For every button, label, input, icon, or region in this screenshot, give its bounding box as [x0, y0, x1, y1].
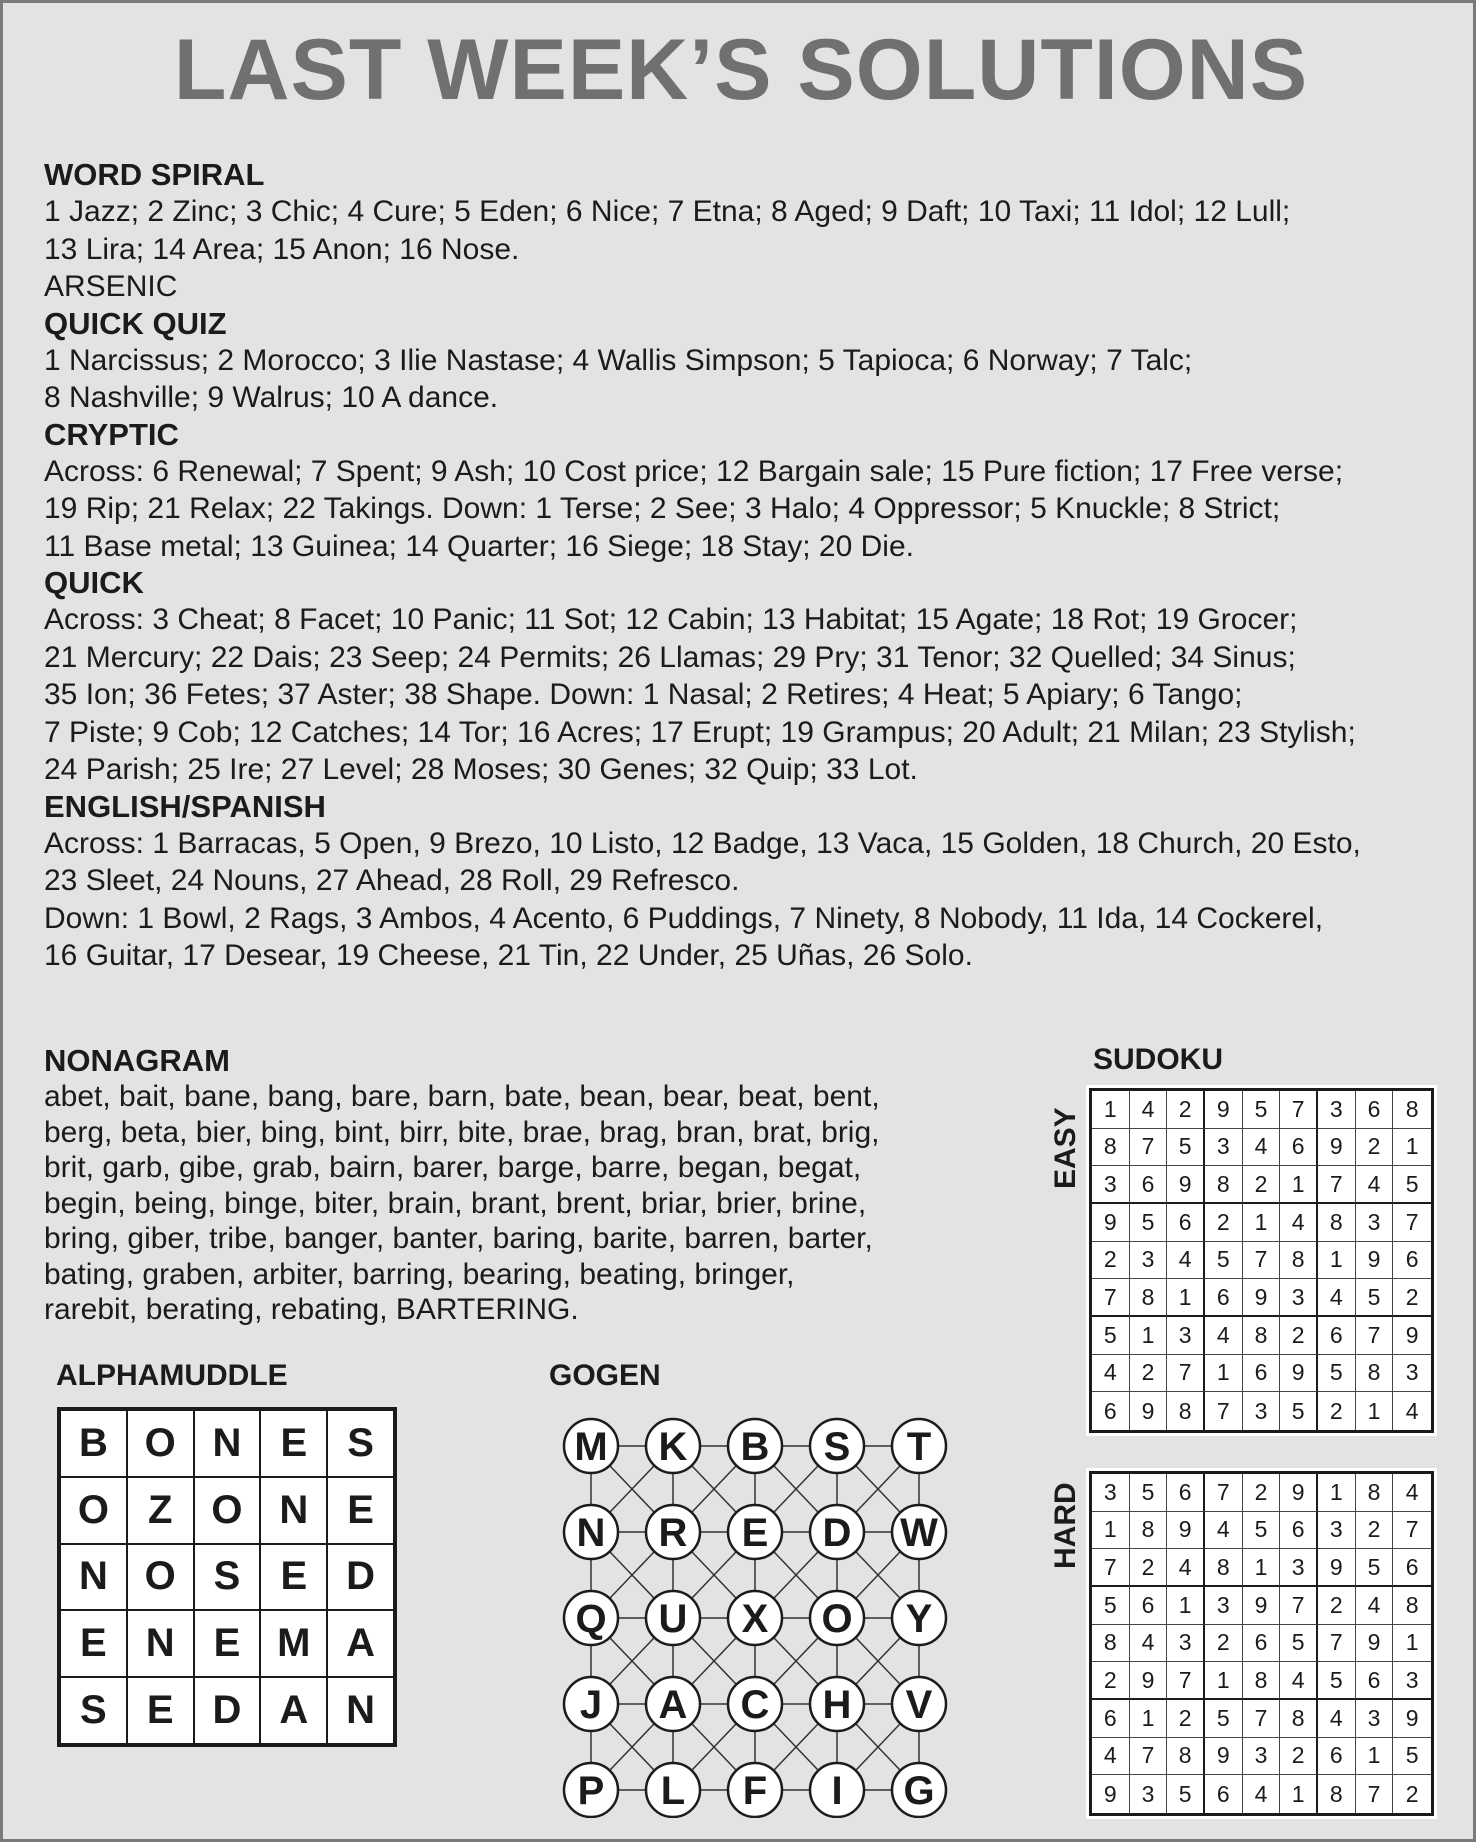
- alphamuddle-cell: A: [327, 1610, 394, 1677]
- alphamuddle-cell: D: [194, 1677, 261, 1744]
- sudoku-easy-cell: 3: [1318, 1091, 1356, 1129]
- sudoku-hard-cell: 6: [1205, 1775, 1243, 1813]
- nonagram-line: rarebit, berating, rebating, BARTERING.: [44, 1293, 579, 1326]
- sudoku-easy-cell: 5: [1356, 1279, 1394, 1317]
- sudoku-easy-cell: 6: [1280, 1129, 1318, 1167]
- section-heading: CRYPTIC: [44, 416, 179, 452]
- alphamuddle-cell: E: [127, 1677, 194, 1744]
- sudoku-hard-cell: 2: [1205, 1625, 1243, 1663]
- sudoku-hard-cell: 1: [1393, 1625, 1431, 1663]
- sudoku-hard-cell: 5: [1356, 1549, 1394, 1587]
- sudoku-hard-cell: 9: [1205, 1738, 1243, 1776]
- nonagram-line: bating, graben, arbiter, barring, bearing, beating, bringer,: [44, 1257, 795, 1291]
- section-line: 11 Base metal; 13 Guinea; 14 Quarter; 16 Siege; 18 Stay; 20 Die.: [44, 529, 914, 563]
- sudoku-hard-cell: 5: [1243, 1512, 1281, 1550]
- sudoku-easy-cell: 8: [1393, 1091, 1431, 1129]
- sudoku-easy-cell: 5: [1318, 1355, 1356, 1393]
- gogen-letter: L: [660, 1769, 686, 1813]
- gogen-letter: B: [740, 1425, 770, 1469]
- alphamuddle-cell: N: [260, 1477, 327, 1544]
- sudoku-easy-cell: 2: [1130, 1355, 1168, 1393]
- section-heading: ENGLISH/SPANISH: [44, 788, 326, 824]
- sudoku-hard-cell: 7: [1130, 1738, 1168, 1776]
- gogen-letter: W: [900, 1511, 938, 1555]
- sudoku-hard-cell: 1: [1280, 1775, 1318, 1813]
- sudoku-easy-cell: 2: [1243, 1166, 1281, 1204]
- sudoku-easy-cell: 7: [1167, 1355, 1205, 1393]
- sudoku-hard-cell: 7: [1318, 1625, 1356, 1663]
- sudoku-hard-cell: 5: [1393, 1738, 1431, 1776]
- sudoku-easy-cell: 1: [1167, 1279, 1205, 1317]
- gogen-letter: Y: [905, 1597, 933, 1641]
- sudoku-easy-cell: 9: [1092, 1204, 1130, 1242]
- sudoku-easy-cell: 8: [1130, 1279, 1168, 1317]
- sudoku-easy-cell: 2: [1205, 1204, 1243, 1242]
- sudoku-hard-cell: 5: [1167, 1775, 1205, 1813]
- sudoku-hard-cell: 6: [1243, 1625, 1281, 1663]
- sudoku-hard-cell: 6: [1318, 1738, 1356, 1776]
- sudoku-easy-cell: 2: [1393, 1279, 1431, 1317]
- alphamuddle-cell: N: [194, 1410, 261, 1477]
- gogen-letter: K: [658, 1425, 688, 1469]
- gogen-grid: [553, 1408, 953, 1818]
- sudoku-hard-cell: 1: [1318, 1474, 1356, 1512]
- sudoku-easy-cell: 4: [1205, 1317, 1243, 1355]
- sudoku-easy-cell: 9: [1167, 1166, 1205, 1204]
- gogen-letter: V: [905, 1683, 933, 1727]
- sudoku-easy-cell: 3: [1205, 1129, 1243, 1167]
- sudoku-easy-cell: 9: [1393, 1317, 1431, 1355]
- sudoku-easy-cell: 6: [1167, 1204, 1205, 1242]
- alphamuddle-cell: S: [194, 1544, 261, 1611]
- sudoku-easy-cell: 4: [1356, 1166, 1394, 1204]
- sudoku-easy-cell: 9: [1205, 1091, 1243, 1129]
- alphamuddle-cell: D: [327, 1544, 394, 1611]
- sudoku-easy-cell: 5: [1393, 1166, 1431, 1204]
- sudoku-hard-cell: 3: [1356, 1700, 1394, 1738]
- alphamuddle-cell: E: [194, 1610, 261, 1677]
- sudoku-hard-cell: 4: [1280, 1662, 1318, 1700]
- sudoku-easy-cell: 5: [1205, 1242, 1243, 1280]
- sudoku-hard-cell: 9: [1393, 1700, 1431, 1738]
- sudoku-easy-grid: [1089, 1088, 1434, 1433]
- sudoku-hard-cell: 2: [1356, 1512, 1394, 1550]
- sudoku-hard-cell: 8: [1205, 1549, 1243, 1587]
- alphamuddle-cell: E: [260, 1544, 327, 1611]
- section-line: 7 Piste; 9 Cob; 12 Catches; 14 Tor; 16 Acres; 17 Erupt; 19 Grampus; 20 Adult; 21 Milan; 23 Stylish;: [44, 715, 1356, 749]
- alphamuddle-cell: S: [60, 1677, 127, 1744]
- sudoku-hard-cell: 7: [1356, 1775, 1394, 1813]
- sudoku-hard-cell: 4: [1167, 1549, 1205, 1587]
- sudoku-hard-cell: 5: [1092, 1587, 1130, 1625]
- sudoku-hard-cell: 6: [1092, 1700, 1130, 1738]
- sudoku-hard-cell: 7: [1393, 1512, 1431, 1550]
- sudoku-easy-cell: 3: [1280, 1279, 1318, 1317]
- sudoku-hard-cell: 6: [1130, 1587, 1168, 1625]
- sudoku-hard-cell: 3: [1205, 1587, 1243, 1625]
- sudoku-hard-cell: 6: [1167, 1474, 1205, 1512]
- sudoku-easy-cell: 7: [1205, 1392, 1243, 1430]
- sudoku-easy-cell: 3: [1243, 1392, 1281, 1430]
- gogen-letter: U: [658, 1597, 688, 1641]
- gogen-letter: J: [579, 1683, 603, 1727]
- alphamuddle-cell: E: [60, 1610, 127, 1677]
- sudoku-hard-cell: 9: [1318, 1549, 1356, 1587]
- sudoku-easy-cell: 5: [1130, 1204, 1168, 1242]
- alphamuddle-cell: B: [60, 1410, 127, 1477]
- gogen-letter: X: [741, 1597, 769, 1641]
- sudoku-easy-cell: 5: [1243, 1091, 1281, 1129]
- sudoku-hard-cell: 8: [1167, 1738, 1205, 1776]
- gogen-letter: D: [822, 1511, 852, 1555]
- sudoku-hard-cell: 2: [1280, 1738, 1318, 1776]
- sudoku-easy-cell: 7: [1393, 1204, 1431, 1242]
- sudoku-hard-cell: 5: [1280, 1625, 1318, 1663]
- sudoku-easy-cell: 1: [1205, 1355, 1243, 1393]
- sudoku-hard-cell: 2: [1405, 1780, 1419, 1807]
- sudoku-easy-cell: 1: [1280, 1166, 1318, 1204]
- sudoku-hard-cell: 8: [1356, 1474, 1394, 1512]
- gogen-letter: P: [577, 1769, 605, 1813]
- sudoku-hard-cell: 2: [1092, 1662, 1130, 1700]
- sudoku-easy-cell: 3: [1092, 1166, 1130, 1204]
- sudoku-easy-cell: 7: [1356, 1317, 1394, 1355]
- gogen-letter: H: [822, 1683, 852, 1727]
- sudoku-easy-cell: 8: [1318, 1204, 1356, 1242]
- sudoku-easy-cell: 8: [1092, 1129, 1130, 1167]
- sudoku-hard-cell: 6: [1356, 1662, 1394, 1700]
- sudoku-hard-cell: 4: [1130, 1625, 1168, 1663]
- sudoku-easy-cell: 2: [1092, 1242, 1130, 1280]
- sudoku-easy-cell: 7: [1130, 1129, 1168, 1167]
- alphamuddle-cell: E: [327, 1477, 394, 1544]
- gogen-letter: C: [740, 1683, 770, 1727]
- alphamuddle-cell: O: [194, 1477, 261, 1544]
- sudoku-hard-grid: [1089, 1471, 1434, 1816]
- sudoku-hard-cell: 9: [1167, 1512, 1205, 1550]
- sudoku-easy-cell: 1: [1318, 1242, 1356, 1280]
- nonagram-answers: [44, 1079, 974, 1328]
- alphamuddle-cell: Z: [127, 1477, 194, 1544]
- gogen-letter: T: [906, 1425, 932, 1469]
- sudoku-hard-cell: 8: [1393, 1587, 1431, 1625]
- sudoku-easy-cell: 1: [1243, 1204, 1281, 1242]
- sudoku-easy-cell: 1: [1393, 1129, 1431, 1167]
- sudoku-easy-cell: 9: [1280, 1355, 1318, 1393]
- gogen-letter: O: [821, 1597, 853, 1641]
- sudoku-easy-cell: 5: [1280, 1392, 1318, 1430]
- sudoku-easy-cell: 6: [1393, 1242, 1431, 1280]
- sudoku-easy-cell: 2: [1318, 1392, 1356, 1430]
- alphamuddle-cell: O: [127, 1544, 194, 1611]
- nonagram-line: berg, beta, bier, bing, bint, birr, bite, brae, brag, bran, brat, brig,: [44, 1115, 880, 1149]
- section-line: Across: 6 Renewal; 7 Spent; 9 Ash; 10 Cost price; 12 Bargain sale; 15 Pure fiction; 17 Free verse;: [44, 454, 1344, 488]
- gogen-letter: M: [574, 1425, 608, 1469]
- nonagram-line: abet, bait, bane, bang, bare, barn, bate, bean, bear, beat, bent,: [44, 1080, 880, 1113]
- section-heading: WORD SPIRAL: [44, 157, 265, 192]
- sudoku-hard-cell: 5: [1318, 1662, 1356, 1700]
- sudoku-hard-cell: 1: [1092, 1512, 1130, 1550]
- sudoku-hard-cell: 4: [1092, 1738, 1130, 1776]
- gogen-letter: E: [741, 1511, 769, 1555]
- nonagram-section: [44, 1043, 974, 1328]
- sudoku-hard-cell: 9: [1356, 1625, 1394, 1663]
- section-line: 21 Mercury; 22 Dais; 23 Seep; 24 Permits; 26 Llamas; 29 Pry; 31 Tenor; 32 Quelled; 34 Sinus;: [44, 640, 1296, 674]
- sudoku-hard-cell: 9: [1243, 1587, 1281, 1625]
- alphamuddle-cell: A: [260, 1677, 327, 1744]
- sudoku-hard-cell: 8: [1130, 1512, 1168, 1550]
- sudoku-easy-cell: 5: [1092, 1317, 1130, 1355]
- nonagram-line: bring, giber, tribe, banger, banter, baring, barite, barren, barter,: [44, 1222, 873, 1255]
- sudoku-hard-cell: 1: [1356, 1738, 1394, 1776]
- sudoku-hard-cell: 8: [1318, 1775, 1356, 1813]
- section-line: 1 Narcissus; 2 Morocco; 3 Ilie Nastase; 4 Wallis Simpson; 5 Tapioca; 6 Norway; 7 Talc;: [44, 343, 1193, 377]
- alphamuddle-cell: N: [60, 1544, 127, 1611]
- sudoku-hard-cell: 5: [1205, 1700, 1243, 1738]
- section-heading: QUICK: [44, 565, 144, 600]
- gogen-letter: G: [903, 1769, 935, 1813]
- sudoku-easy-cell: 9: [1130, 1392, 1168, 1430]
- sudoku-easy-cell: 6: [1356, 1091, 1394, 1129]
- sudoku-easy-cell: 2: [1167, 1091, 1205, 1129]
- sudoku-hard-cell: 4: [1205, 1512, 1243, 1550]
- sudoku-hard-cell: 1: [1167, 1587, 1205, 1625]
- sudoku-easy-cell: 6: [1092, 1392, 1130, 1430]
- alphamuddle-cell: S: [327, 1410, 394, 1477]
- alphamuddle-cell: O: [60, 1477, 127, 1544]
- sudoku-easy-cell: 9: [1243, 1279, 1281, 1317]
- sudoku-hard-cell: 4: [1243, 1775, 1281, 1813]
- gogen-letter: N: [576, 1511, 606, 1555]
- section-line: 13 Lira; 14 Area; 15 Anon; 16 Nose.: [44, 232, 520, 266]
- sudoku-hard-cell: 6: [1280, 1512, 1318, 1550]
- sudoku-easy-cell: 5: [1167, 1129, 1205, 1167]
- sudoku-easy-cell: 7: [1280, 1091, 1318, 1129]
- sudoku-hard-cell: 9: [1092, 1775, 1130, 1813]
- sudoku-hard-cell: 2: [1130, 1549, 1168, 1587]
- sudoku-heading: SUDOKU: [1093, 1043, 1224, 1076]
- sudoku-easy-cell: 7: [1092, 1279, 1130, 1317]
- alphamuddle-grid: [57, 1407, 397, 1747]
- sudoku-easy-cell: 2: [1280, 1317, 1318, 1355]
- section-line: 35 Ion; 36 Fetes; 37 Aster; 38 Shape. Down: 1 Nasal; 2 Retires; 4 Heat; 5 Apiary; 6 Tango;: [44, 678, 1243, 711]
- sudoku-hard-cell: 3: [1167, 1625, 1205, 1663]
- sudoku-easy-cell: 3: [1393, 1355, 1431, 1393]
- sudoku-hard-cell: 9: [1130, 1662, 1168, 1700]
- section-heading: QUICK QUIZ: [44, 305, 227, 341]
- sudoku-hard-cell: 2: [1243, 1474, 1281, 1512]
- sudoku-easy-cell: 6: [1205, 1279, 1243, 1317]
- section-line: 23 Sleet, 24 Nouns, 27 Ahead, 28 Roll, 29 Refresco.: [44, 864, 740, 897]
- sudoku-hard-cell: 2: [1167, 1700, 1205, 1738]
- sudoku-hard-cell: 7: [1280, 1587, 1318, 1625]
- section-line: Across: 1 Barracas, 5 Open, 9 Brezo, 10 Listo, 12 Badge, 13 Vaca, 15 Golden, 18 Church, 20 Esto,: [44, 826, 1361, 860]
- sudoku-hard-cell: 5: [1130, 1474, 1168, 1512]
- sudoku-easy-cell: 7: [1318, 1166, 1356, 1204]
- sudoku-easy-cell: 7: [1243, 1242, 1281, 1280]
- sudoku-hard-cell: 3: [1280, 1549, 1318, 1587]
- sudoku-easy-cell: 4: [1280, 1204, 1318, 1242]
- sudoku-hard-cell: 6: [1393, 1549, 1431, 1587]
- gogen-letter: I: [831, 1769, 843, 1813]
- sudoku-easy-cell: 8: [1243, 1317, 1281, 1355]
- nonagram-line: brit, garb, gibe, grab, bairn, barer, barge, barre, began, begat,: [44, 1151, 862, 1184]
- sudoku-hard-cell: 3: [1318, 1512, 1356, 1550]
- nonagram-heading: NONAGRAM: [44, 1043, 230, 1078]
- sudoku-easy-cell: 9: [1318, 1129, 1356, 1167]
- sudoku-easy-cell: 3: [1167, 1317, 1205, 1355]
- sudoku-hard-cell: 7: [1243, 1700, 1281, 1738]
- alphamuddle-heading: ALPHAMUDDLE: [56, 1359, 288, 1392]
- alphamuddle-cell: E: [260, 1410, 327, 1477]
- sudoku-hard-cell: 3: [1243, 1738, 1281, 1776]
- section-line: Across: 3 Cheat; 8 Facet; 10 Panic; 11 Sot; 12 Cabin; 13 Habitat; 15 Agate; 18 Rot; 19 Grocer;: [44, 603, 1298, 636]
- sudoku-easy-cell: 1: [1130, 1317, 1168, 1355]
- section-line: 8 Nashville; 9 Walrus; 10 A dance.: [44, 381, 499, 414]
- alphamuddle-cell: N: [127, 1610, 194, 1677]
- sudoku-hard-cell: 7: [1205, 1474, 1243, 1512]
- sudoku-easy-cell: 3: [1130, 1242, 1168, 1280]
- section-line: 19 Rip; 21 Relax; 22 Takings. Down: 1 Terse; 2 See; 3 Halo; 4 Oppressor; 5 Knuckle; 8 Strict;: [44, 492, 1281, 525]
- gogen-letter: R: [658, 1511, 688, 1555]
- section-line: 1 Jazz; 2 Zinc; 3 Chic; 4 Cure; 5 Eden; 6 Nice; 7 Etna; 8 Aged; 9 Daft; 10 Taxi; 11 Idol; 12 Lull;: [44, 195, 1291, 228]
- sudoku-hard-cell: 1: [1205, 1662, 1243, 1700]
- sudoku-easy-cell: 8: [1356, 1355, 1394, 1393]
- gogen-letter: F: [742, 1769, 768, 1813]
- sudoku-hard-cell: 9: [1280, 1474, 1318, 1512]
- sudoku-hard-cell: 3: [1092, 1474, 1130, 1512]
- sudoku-easy-cell: 4: [1167, 1242, 1205, 1280]
- sudoku-hard-cell: 8: [1092, 1625, 1130, 1663]
- gogen-heading: GOGEN: [549, 1359, 661, 1392]
- gogen-letter: S: [823, 1425, 851, 1469]
- sudoku-easy-cell: 6: [1318, 1317, 1356, 1355]
- sudoku-easy-cell: 1: [1356, 1392, 1394, 1430]
- alphamuddle-cell: M: [260, 1610, 327, 1677]
- nonagram-line: begin, being, binge, biter, brain, brant, brent, briar, brier, brine,: [44, 1186, 867, 1220]
- sudoku-hard-cell: 1: [1130, 1700, 1168, 1738]
- section-line: 16 Guitar, 17 Desear, 19 Cheese, 21 Tin, 22 Under, 25 Uñas, 26 Solo.: [44, 939, 973, 972]
- sudoku-easy-cell: 4: [1092, 1355, 1130, 1393]
- sudoku-easy-cell: 9: [1356, 1242, 1394, 1280]
- sudoku-hard-cell: 7: [1092, 1549, 1130, 1587]
- gogen-letter: A: [658, 1683, 688, 1727]
- sudoku-easy-cell: 8: [1280, 1242, 1318, 1280]
- sudoku-easy-cell: 8: [1167, 1392, 1205, 1430]
- sudoku-hard-cell: 8: [1243, 1662, 1281, 1700]
- gogen-letter: Q: [575, 1597, 607, 1641]
- alphamuddle-cell: N: [327, 1677, 394, 1744]
- sudoku-easy-cell: 6: [1130, 1166, 1168, 1204]
- sudoku-easy-cell: 8: [1205, 1166, 1243, 1204]
- sudoku-hard-cell: 3: [1130, 1775, 1168, 1813]
- section-line: Down: 1 Bowl, 2 Rags, 3 Ambos, 4 Acento, 6 Puddings, 7 Ninety, 8 Nobody, 11 Ida, 14 Cockerel,: [44, 901, 1324, 935]
- sudoku-easy-cell: 2: [1356, 1129, 1394, 1167]
- sudoku-easy-cell: 4: [1405, 1397, 1419, 1424]
- sudoku-easy-cell: 4: [1130, 1091, 1168, 1129]
- sudoku-hard-label: HARD: [1049, 1482, 1082, 1569]
- sudoku-easy-label: EASY: [1049, 1107, 1082, 1189]
- sudoku-hard-cell: 4: [1318, 1700, 1356, 1738]
- alphamuddle-cell: O: [127, 1410, 194, 1477]
- sudoku-easy-cell: 6: [1243, 1355, 1281, 1393]
- section-line: 24 Parish; 25 Ire; 27 Level; 28 Moses; 30 Genes; 32 Quip; 33 Lot.: [44, 753, 918, 786]
- sudoku-hard-cell: 2: [1318, 1587, 1356, 1625]
- sudoku-easy-cell: 4: [1243, 1129, 1281, 1167]
- sudoku-hard-cell: 4: [1393, 1474, 1431, 1512]
- sudoku-hard-cell: 3: [1393, 1662, 1431, 1700]
- page-title: LAST WEEK’S SOLUTIONS: [173, 22, 1309, 118]
- section-line: ARSENIC: [44, 270, 178, 303]
- sudoku-easy-cell: 3: [1356, 1204, 1394, 1242]
- sudoku-hard-cell: 8: [1280, 1700, 1318, 1738]
- sudoku-easy-cell: 4: [1318, 1279, 1356, 1317]
- solutions-text: [44, 157, 1444, 975]
- sudoku-hard-cell: 1: [1243, 1549, 1281, 1587]
- sudoku-hard-cell: 4: [1356, 1587, 1394, 1625]
- sudoku-hard-cell: 7: [1167, 1662, 1205, 1700]
- sudoku-easy-cell: 1: [1092, 1091, 1130, 1129]
